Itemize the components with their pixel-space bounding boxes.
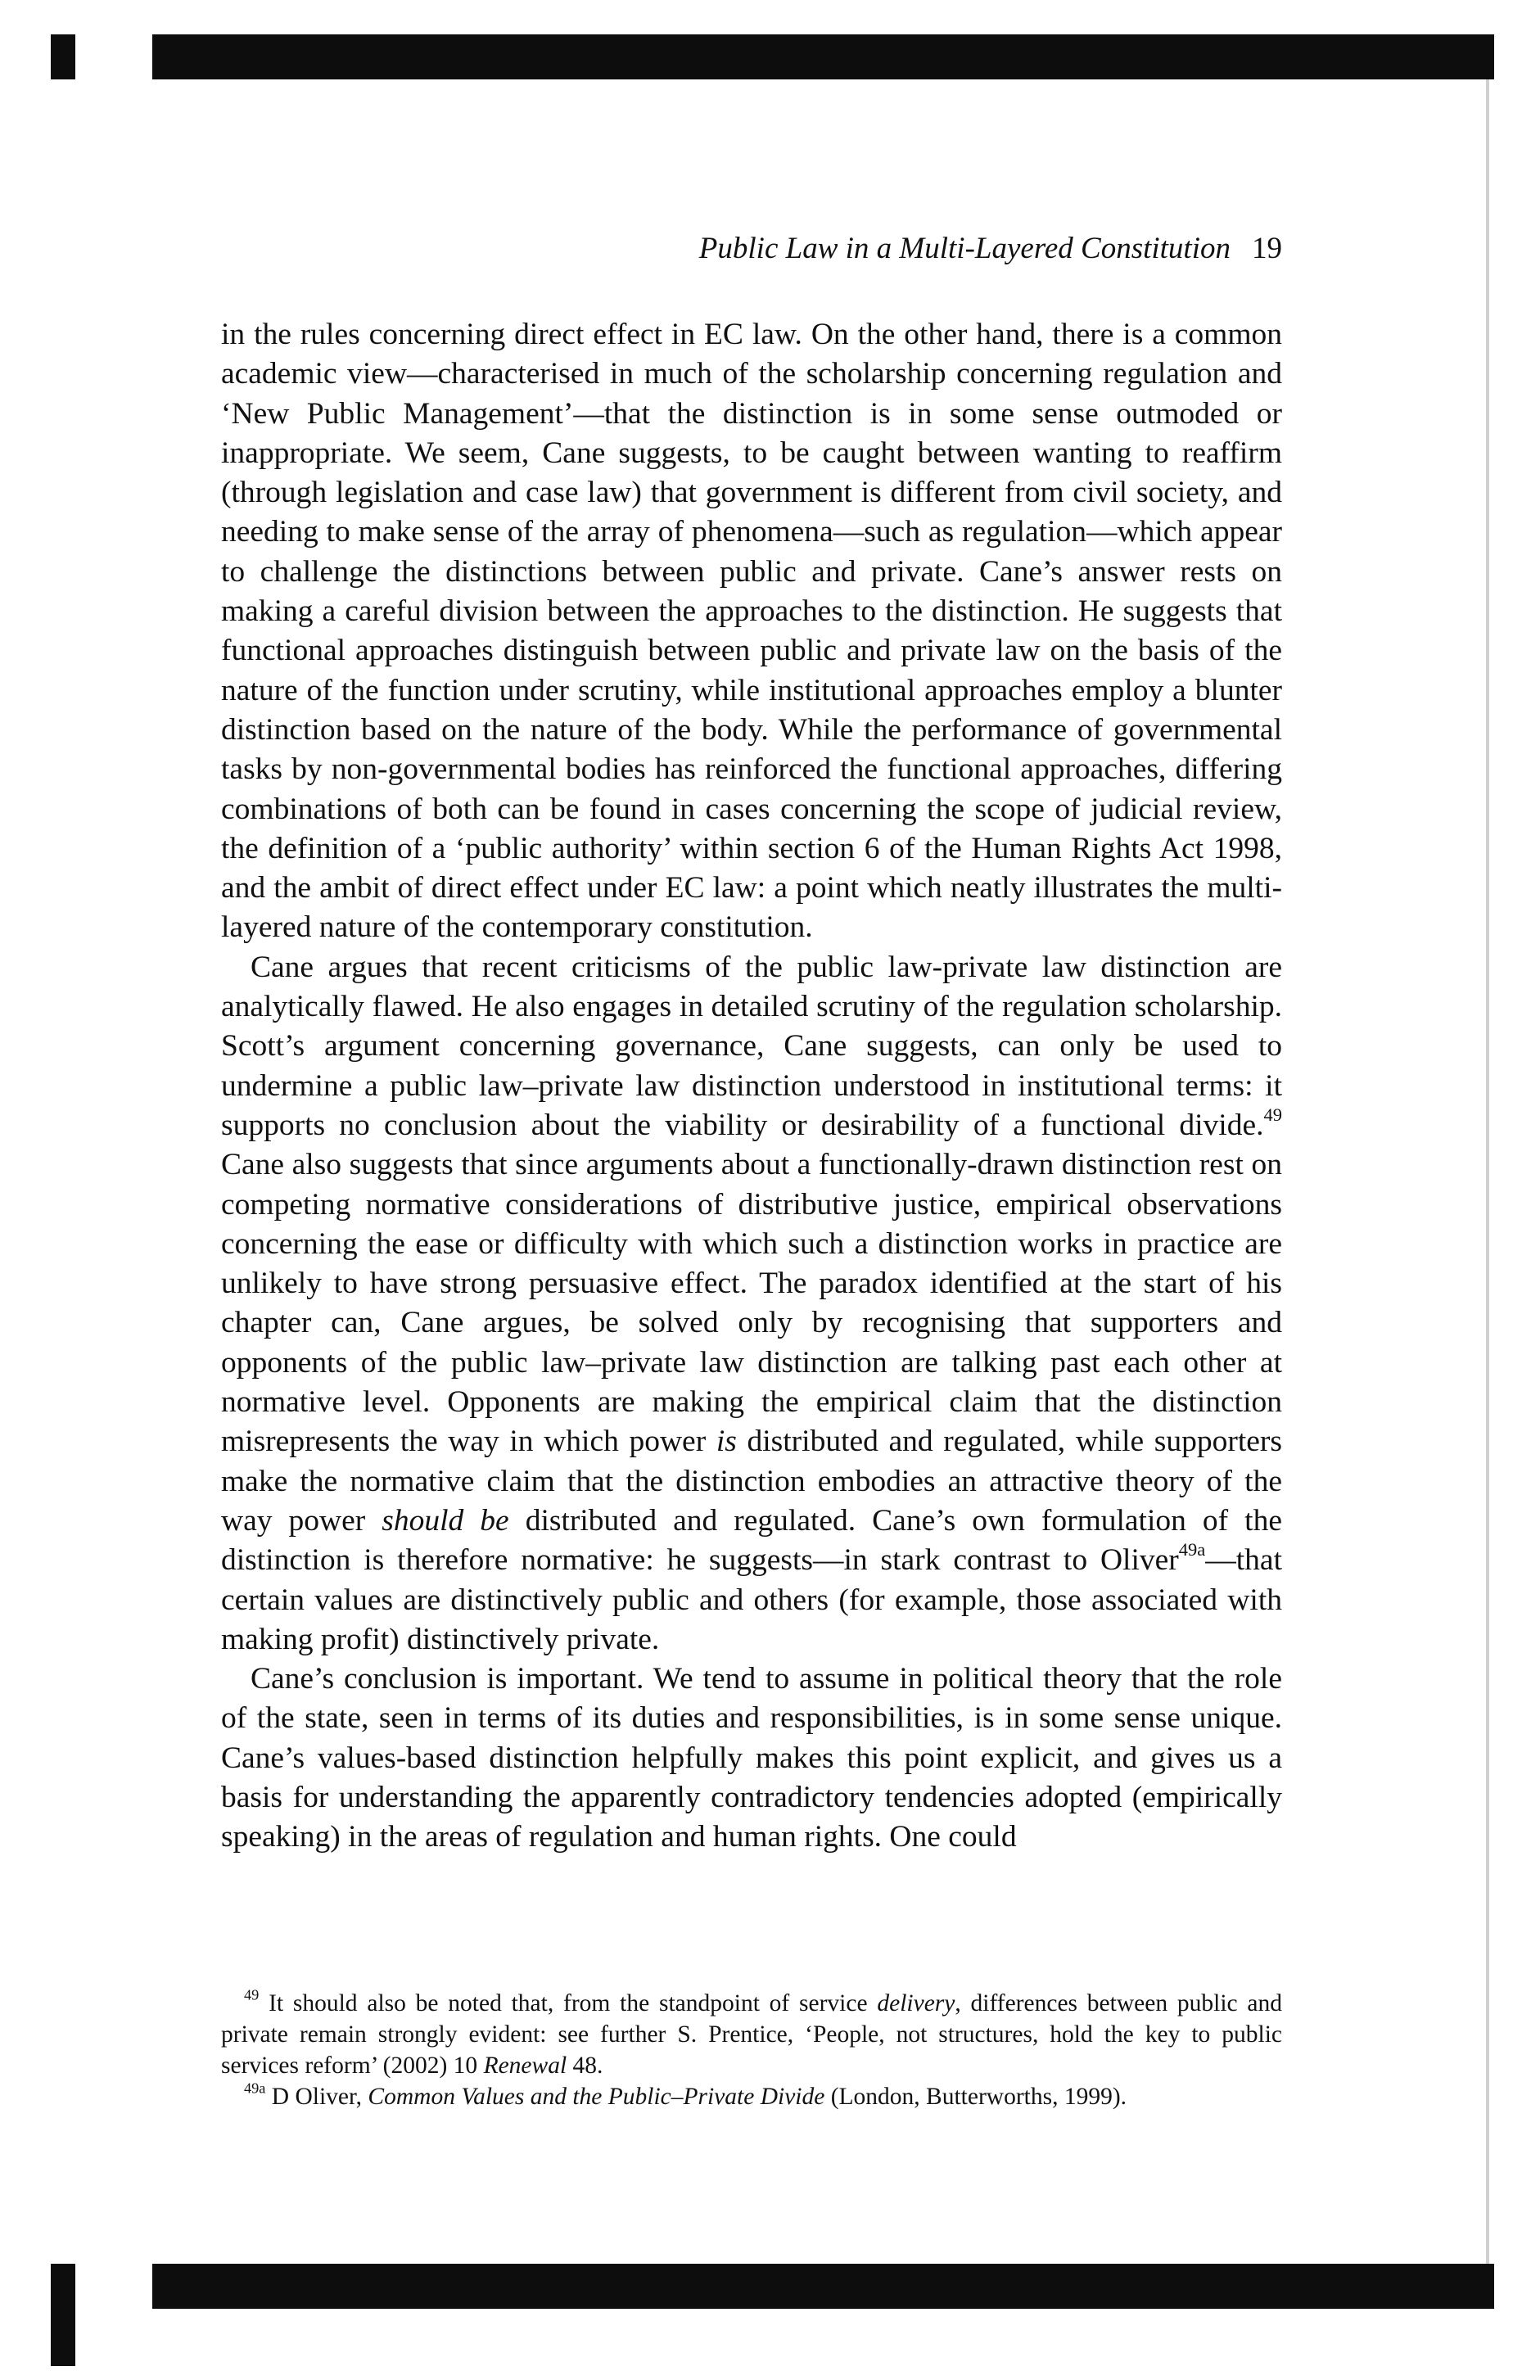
- footnote-text: D Oliver,: [265, 2084, 368, 2110]
- emphasis-should-be: should be: [382, 1503, 509, 1538]
- emphasis-is: is: [716, 1425, 737, 1459]
- footnote-emphasis: delivery: [877, 1990, 955, 2016]
- footnote-text: , differences between public and private remain strongly evident: see further S. Prentice, ‘People, not structures, hold the key to public services reform’ (2002) 10: [221, 1990, 1282, 2079]
- paragraph-2: [221, 948, 1282, 1660]
- footnote-49: [221, 1988, 1282, 2081]
- paragraph-3: [221, 1660, 1282, 1857]
- top-left-border-bar: [51, 34, 75, 79]
- paragraph-text: distributed and regulated, while supporters make the normative claim that the distinction embodies an attractive theory of the way power: [221, 1425, 1282, 1538]
- footnote-marker-49a: 49a: [244, 2080, 266, 2097]
- right-edge-rule: [1486, 79, 1489, 2264]
- footnote-marker-49: 49: [244, 1986, 260, 2003]
- paragraph-text: Cane’s conclusion is important. We tend to assume in political theory that the role of the state, seen in terms of its duties and responsibilities, is in some sense unique. Cane’s values-based distinction helpfully makes this point explicit, and gives us a basis for understanding the apparently contradictory tendencies adopted (empirically speaking) in the areas of regulation and human rights. One could: [221, 1662, 1282, 1854]
- footnote-ref-49a[interactable]: 49a: [1178, 1539, 1206, 1560]
- footnote-book-title: Common Values and the Public–Private Divide: [368, 2084, 825, 2110]
- footnote-49a: [221, 2081, 1282, 2112]
- bottom-left-border-bar: [51, 2264, 75, 2366]
- footnote-text: 48.: [567, 2053, 603, 2079]
- running-header: [221, 233, 1282, 264]
- top-border-bar: [152, 34, 1494, 79]
- footnotes: [221, 1988, 1282, 2112]
- paragraph-1: [221, 315, 1282, 948]
- footnote-text: It should also be noted that, from the standpoint of service: [259, 1990, 878, 2016]
- bottom-border-bar: [152, 2264, 1494, 2309]
- footnote-ref-49[interactable]: 49: [1263, 1104, 1282, 1126]
- paragraph-text: Cane also suggests that since arguments about a functionally-drawn distinction rest on competing normative considerations of distributive justice, empirical observations concerning the ease or difficulty with which such a distinction works in practice are unlikely to have strong persuasive effect. The paradox identified at the start of his chapter can, Cane argues, be solved only by recognising that supporters and opponents of the public law–private law distinction are talking past each other at normative level. Opponents are making the empirical claim that the distinction misrepresents the way in which power: [221, 1148, 1282, 1459]
- paragraph-text: Cane argues that recent criticisms of the public law-private law distinction are analytically flawed. He also engages in detailed scrutiny of the regulation scholarship. Scott’s argument concerning governance, Cane suggests, can only be used to undermine a public law–private law distinction understood in institutional terms: it supports no conclusion about the viability or desirability of a functional divide.: [221, 950, 1282, 1142]
- body-text: [221, 315, 1282, 1858]
- running-header-title: Public Law in a Multi-Layered Constitution: [698, 232, 1231, 265]
- paragraph-text: distributed and regulated. Cane’s own formulation of the distinction is therefore normative: he suggests—in stark contrast to Oliver: [221, 1503, 1282, 1578]
- page-number: 19: [1252, 232, 1282, 265]
- paragraph-text: in the rules concerning direct effect in EC law. On the other hand, there is a common academic view—characterised in much of the scholarship concerning regulation and ‘New Public Management’—that the distinction is in some sense outmoded or inappropriate. We seem, Cane suggests, to be caught between wanting to reaffirm (through legislation and case law) that government is different from civil society, and needing to make sense of the array of phenomena—such as regulation—which appear to challenge the distinctions between public and private. Cane’s answer rests on making a careful division between the approaches to the distinction. He suggests that functional approaches distinguish between public and private law on the basis of the nature of the function under scrutiny, while institutional approaches employ a blunter distinction based on the nature of the body. While the performance of governmental tasks by non-governmental bodies has reinforced the functional approaches, differing combinations of both can be found in cases concerning the scope of judicial review, the definition of a ‘public authority’ within section 6 of the Human Rights Act 1998, and the ambit of direct effect under EC law: a point which neatly illustrates the multi-layered nature of the contemporary constitution.: [221, 318, 1282, 945]
- footnote-journal-title: Renewal: [483, 2053, 567, 2079]
- paragraph-text: —that certain values are distinctively public and others (for example, those associated with making profit) distinctively private.: [221, 1543, 1282, 1656]
- footnote-text: (London, Butterworths, 1999).: [824, 2084, 1127, 2110]
